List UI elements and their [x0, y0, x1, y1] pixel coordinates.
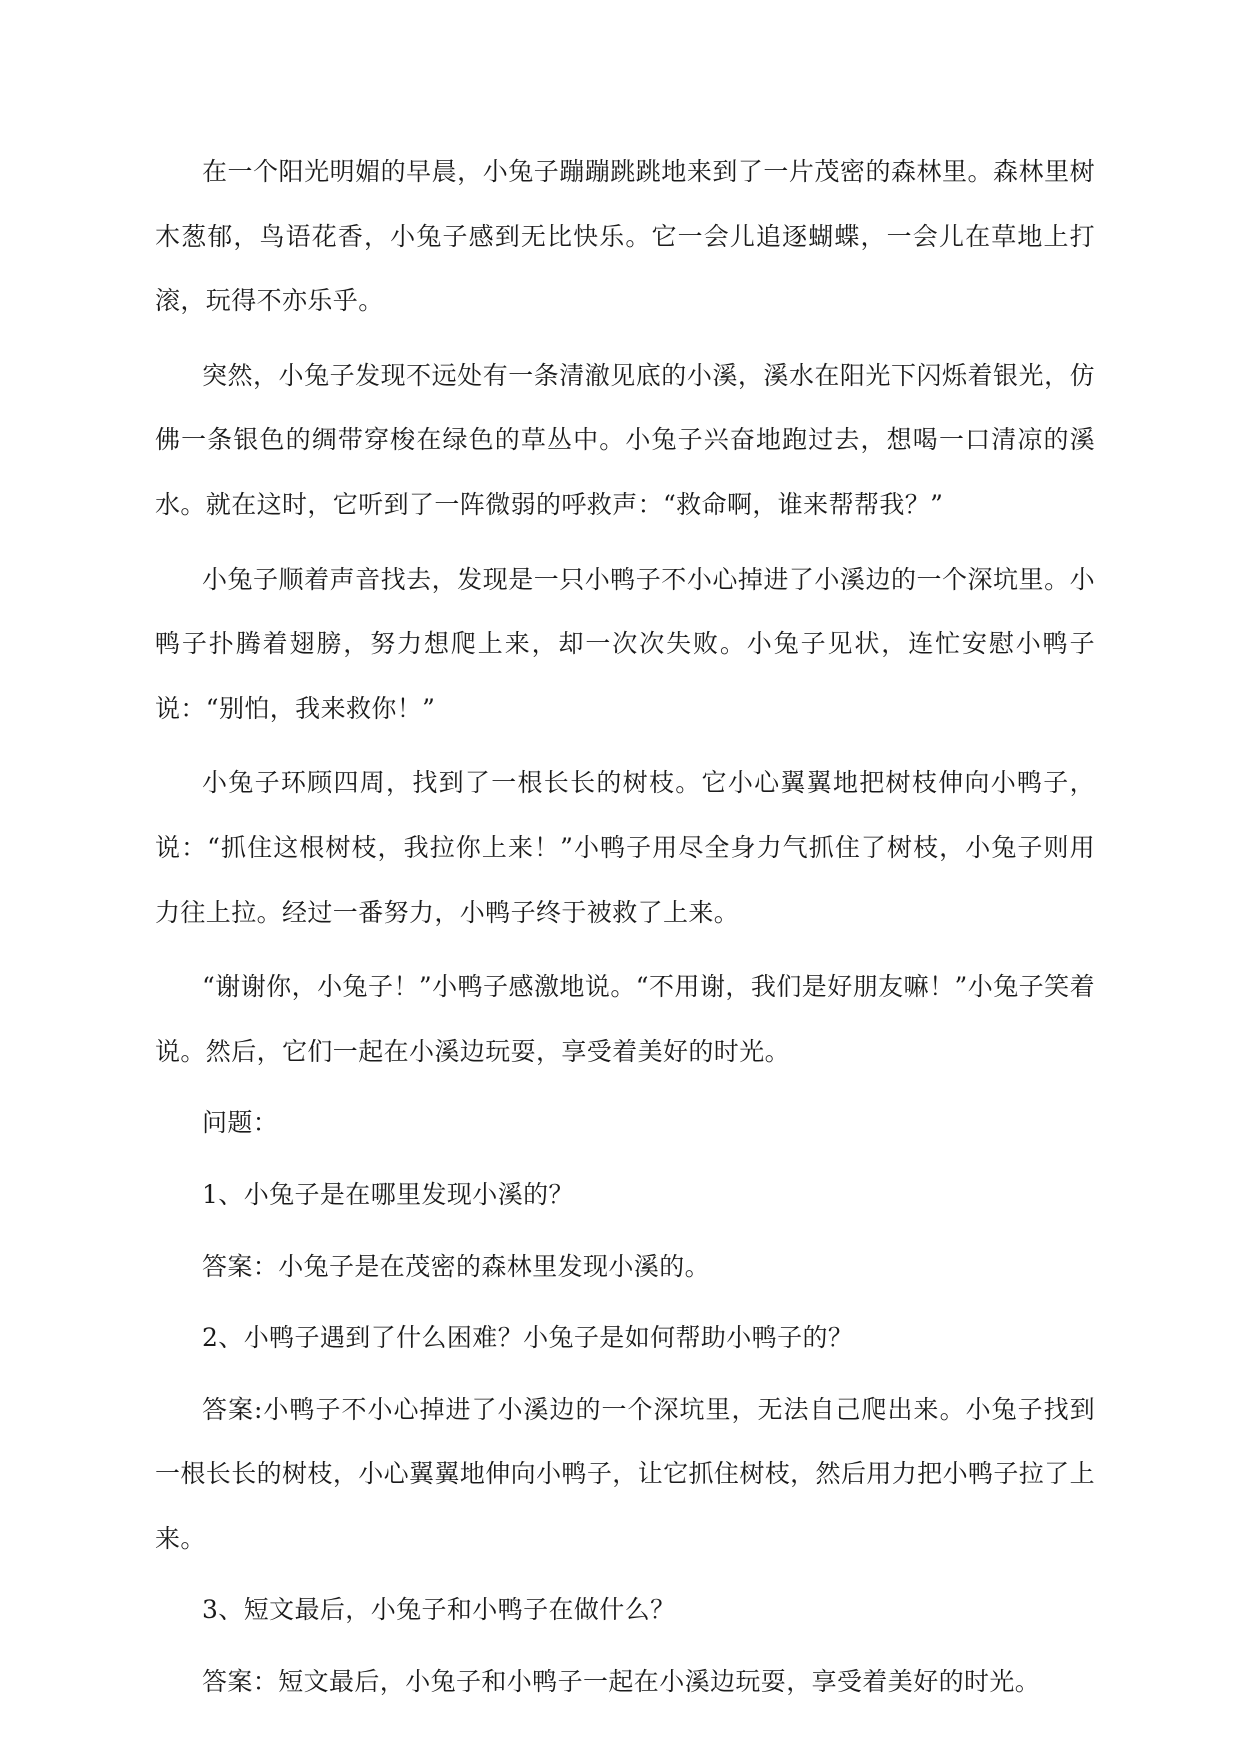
- answer-3: 答案：短文最后，小兔子和小鸭子一起在小溪边玩耍，享受着美好的时光。: [202, 1667, 1041, 1697]
- question-1: 1、小兔子是在哪里发现小溪的？: [202, 1179, 574, 1209]
- questions-heading: 问题：: [202, 1108, 279, 1138]
- answer-1: 答案：小兔子是在茂密的森林里发现小溪的。: [202, 1251, 711, 1281]
- answer-2: 答案:小鸭子不小心掉进了小溪边的一个深坑里，无法自己爬出来。小兔子找到一根长长的树枝，小心翼翼地伸向小鸭子，让它抓住树枝，然后用力把小鸭子拉了上来。: [155, 1394, 1095, 1553]
- story-paragraph-2: 突然，小兔子发现不远处有一条清澈见底的小溪，溪水在阳光下闪烁着银光，仿佛一条银色的绸带穿梭在绿色的草丛中。小兔子兴奋地跑过去，想喝一口清凉的溪水。就在这时，它听到了一阵微弱的呼救声：“救命啊，谁来帮帮我？”: [155, 360, 1095, 519]
- document-body: [155, 140, 1095, 1715]
- question-3: 3、短文最后，小兔子和小鸭子在做什么？: [202, 1595, 676, 1625]
- story-paragraph-1: 在一个阳光明媚的早晨，小兔子蹦蹦跳跳地来到了一片茂密的森林里。森林里树木葱郁，鸟语花香，小兔子感到无比快乐。它一会儿追逐蝴蝶，一会儿在草地上打滚，玩得不亦乐乎。: [155, 157, 1095, 316]
- question-2: 2、小鸭子遇到了什么困难？小兔子是如何帮助小鸭子的？: [202, 1323, 854, 1353]
- story-paragraph-5: “谢谢你，小兔子！”小鸭子感激地说。“不用谢，我们是好朋友嘛！”小兔子笑着说。然后，它们一起在小溪边玩耍，享受着美好的时光。: [155, 972, 1095, 1066]
- story-paragraph-3: 小兔子顺着声音找去，发现是一只小鸭子不小心掉进了小溪边的一个深坑里。小鸭子扑腾着翅膀，努力想爬上来，却一次次失败。小兔子见状，连忙安慰小鸭子说：“别怕，我来救你！”: [155, 564, 1095, 723]
- story-paragraph-4: 小兔子环顾四周，找到了一根长长的树枝。它小心翼翼地把树枝伸向小鸭子，说：“抓住这根树枝，我拉你上来！”小鸭子用尽全身力气抓住了树枝，小兔子则用力往上拉。经过一番努力，小鸭子终于被救了上来。: [155, 768, 1095, 927]
